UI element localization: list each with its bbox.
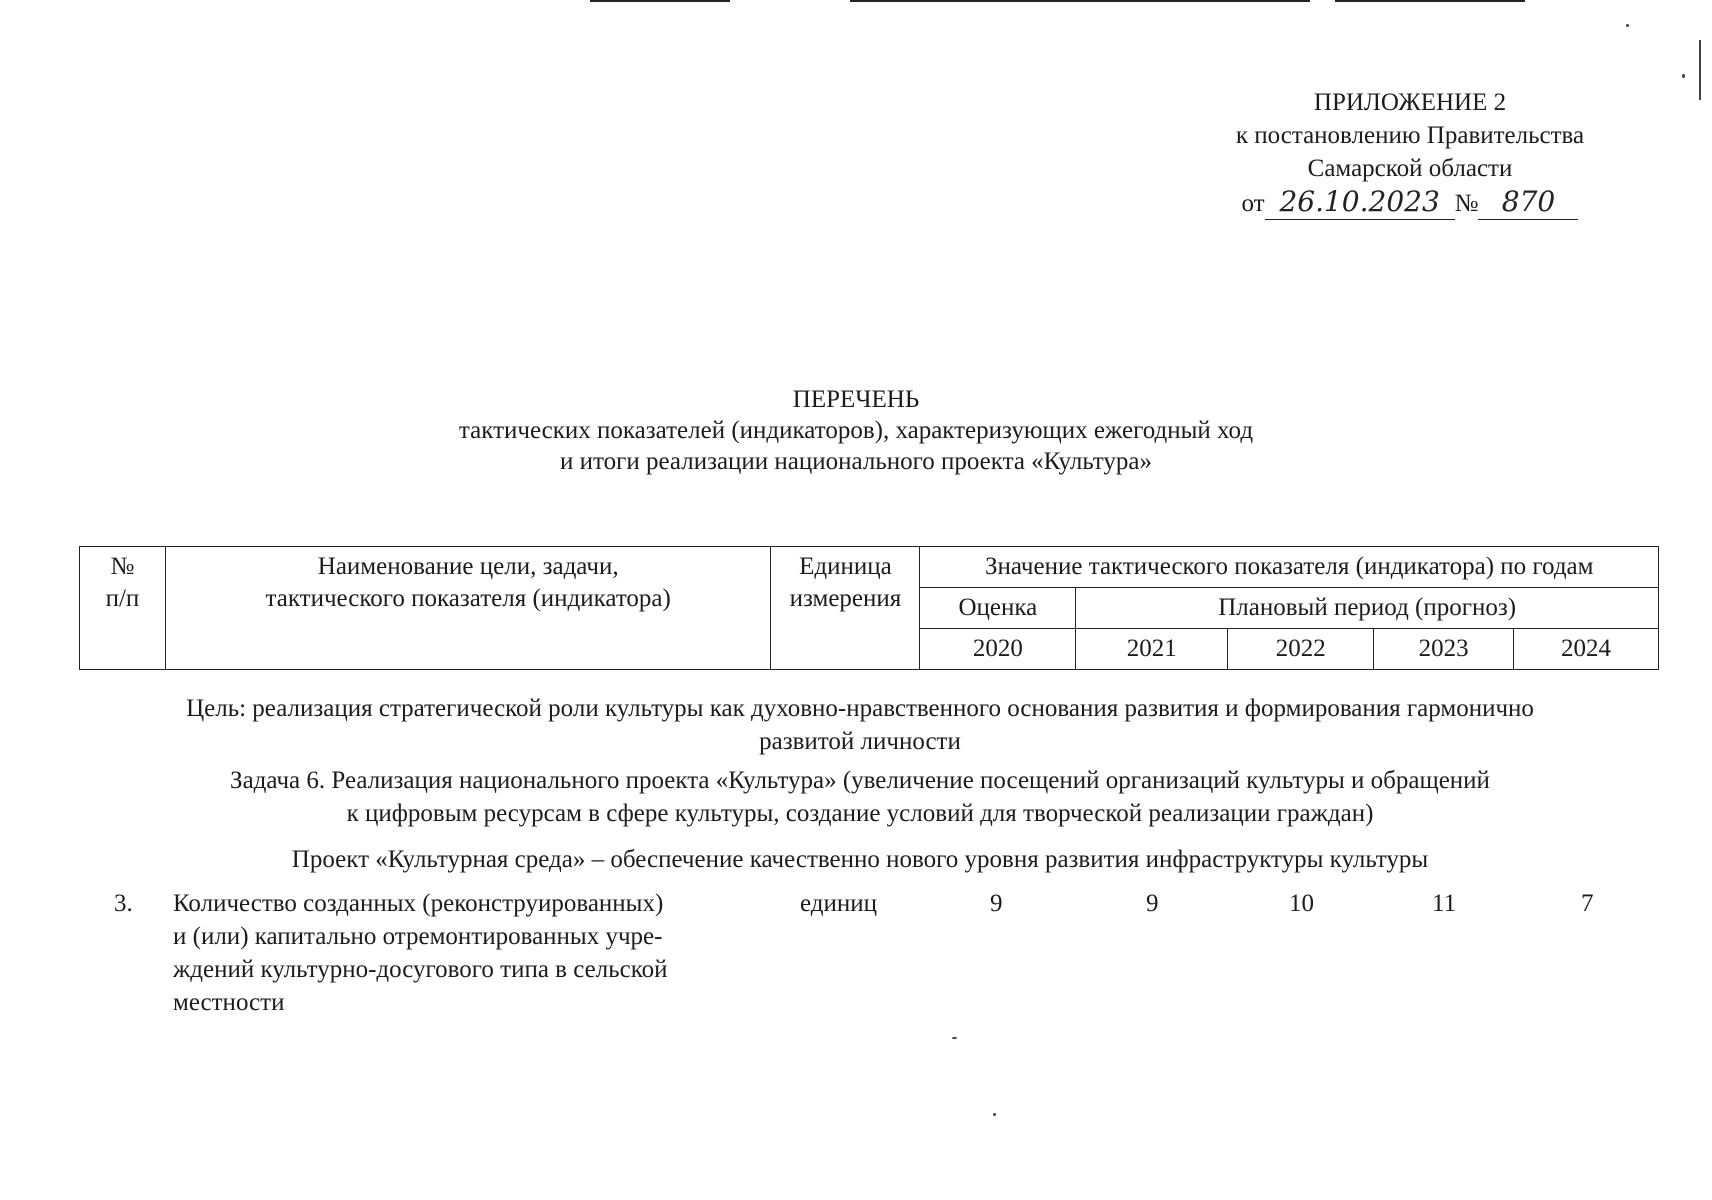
scan-top-line	[590, 0, 730, 2]
heading-line-2: и итоги реализации национального проекта «Культура»	[560, 448, 1152, 475]
number-handwritten: 870	[1478, 187, 1578, 220]
header-estimate: Оценка	[920, 588, 1076, 629]
header-name: Наименование цели, задачи, тактического показателя (индикатора)	[165, 547, 771, 670]
header-unit: Единица измерения	[771, 547, 920, 670]
appendix-date-line	[1180, 187, 1640, 220]
row-number: 3.	[114, 890, 133, 917]
scan-speck	[1626, 24, 1629, 27]
row-value-2024: 7	[1581, 890, 1594, 917]
header-year: 2023	[1374, 629, 1514, 670]
indicator-header-table	[79, 546, 1659, 670]
row-unit: единиц	[800, 890, 878, 917]
appendix-block	[1180, 86, 1640, 220]
date-handwritten: 26.10.2023	[1265, 187, 1455, 220]
heading-line-1: тактических показателей (индикаторов), характеризующих ежегодный ход	[458, 417, 1254, 444]
document-heading	[300, 384, 1412, 477]
header-plan-period: Плановый период (прогноз)	[1076, 588, 1659, 629]
row-value-2022: 10	[1289, 890, 1314, 917]
header-values-title: Значение тактического показателя (индикатора) по годам	[920, 547, 1659, 588]
appendix-line-1: к постановлению Правительства	[1235, 122, 1585, 149]
project-text: Проект «Культурная среда» – обеспечение качественно нового уровня развития инфраструктуры культуры	[291, 846, 1429, 873]
scan-top-line	[850, 0, 1310, 2]
heading-title: ПЕРЕЧЕНЬ	[792, 386, 920, 413]
row-indicator-name: Количество созданных (реконструированных) и (или) капитально отремонтированных учре- ждений культурно-досугового типа в сельской местности	[173, 890, 668, 1016]
appendix-line-2: Самарской области	[1307, 155, 1513, 182]
scan-speck	[993, 1113, 996, 1116]
scan-speck	[952, 1037, 957, 1039]
row-value-2021: 9	[1146, 890, 1159, 917]
date-prefix: от	[1241, 190, 1265, 217]
number-prefix: №	[1454, 190, 1479, 217]
scan-top-line	[1335, 0, 1525, 2]
header-year: 2024	[1514, 629, 1659, 670]
row-value-2020: 9	[990, 890, 1003, 917]
row-value-2023: 11	[1432, 890, 1457, 917]
scan-speck	[1699, 40, 1701, 100]
header-num: № п/п	[80, 547, 166, 670]
header-year: 2021	[1076, 629, 1228, 670]
header-year: 2022	[1228, 629, 1374, 670]
scan-speck	[1682, 74, 1685, 78]
task-text: Задача 6. Реализация национального проекта «Культура» (увеличение посещений организаций культуры и обращений к цифровым ресурсам в сфере культуры, создание условий для творческой реализации граждан)	[230, 767, 1490, 827]
appendix-title: ПРИЛОЖЕНИЕ 2	[1313, 89, 1507, 116]
goal-text: Цель: реализация стратегической роли культуры как духовно-нравственного основания развития и формирования гармонично развитой личности	[186, 695, 1534, 755]
header-year: 2020	[920, 629, 1076, 670]
